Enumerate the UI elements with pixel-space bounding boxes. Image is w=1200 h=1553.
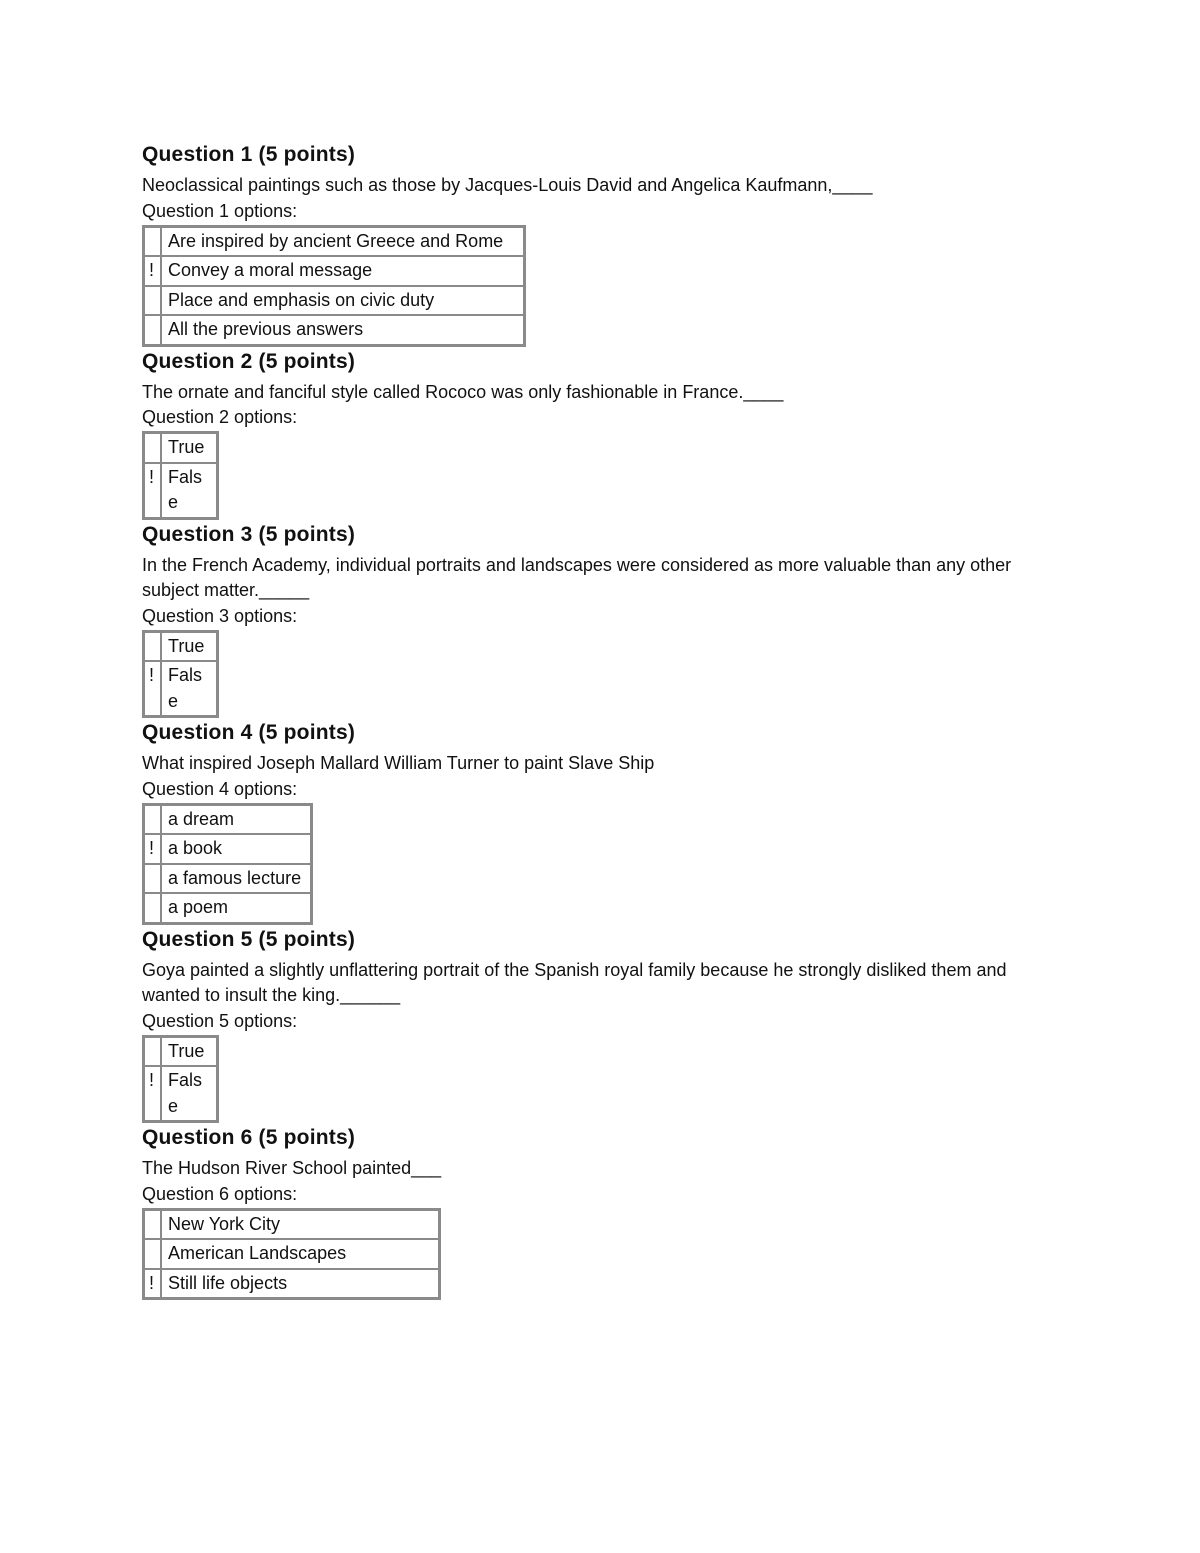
options-table <box>142 431 219 520</box>
option-row[interactable] <box>144 463 217 518</box>
option-marker <box>144 632 161 662</box>
option-row[interactable] <box>144 864 311 894</box>
option-label[interactable]: a book <box>161 834 311 864</box>
option-label[interactable]: False <box>161 1066 217 1121</box>
option-marker <box>144 227 161 257</box>
quiz-page <box>142 140 1082 1301</box>
option-row[interactable] <box>144 286 524 316</box>
question-2 <box>142 349 1082 520</box>
question-text: Neoclassical paintings such as those by Jacques-Louis David and Angelica Kaufmann,____ <box>142 175 873 195</box>
option-marker <box>144 315 161 345</box>
options-table <box>142 630 219 719</box>
option-row[interactable] <box>144 893 311 923</box>
option-label[interactable]: True <box>161 1037 217 1067</box>
question-text: Goya painted a slightly unflattering portrait of the Spanish royal family because he strongly disliked them and wanted to insult the king.______ <box>142 959 1007 1005</box>
option-marker: ! <box>144 1269 161 1299</box>
option-marker: ! <box>144 661 161 716</box>
option-marker: ! <box>144 834 161 864</box>
option-row[interactable] <box>144 1066 217 1121</box>
question-title: Question 5 (5 points) <box>142 927 356 951</box>
option-row[interactable] <box>144 1269 439 1299</box>
option-label[interactable]: False <box>161 661 217 716</box>
option-label[interactable]: Place and emphasis on civic duty <box>161 286 524 316</box>
options-table <box>142 1208 441 1301</box>
option-marker <box>144 1210 161 1240</box>
option-row[interactable] <box>144 315 524 345</box>
options-table <box>142 803 313 925</box>
option-marker <box>144 893 161 923</box>
option-marker <box>144 286 161 316</box>
option-row[interactable] <box>144 1239 439 1269</box>
options-label: Question 4 options: <box>142 778 298 799</box>
option-marker <box>144 433 161 463</box>
question-title: Question 4 (5 points) <box>142 721 356 744</box>
option-label[interactable]: American Landscapes <box>161 1239 439 1269</box>
option-row[interactable] <box>144 256 524 286</box>
question-1 <box>142 142 1082 347</box>
option-label[interactable]: Still life objects <box>161 1269 439 1299</box>
option-marker <box>144 805 161 835</box>
question-text: In the French Academy, individual portraits and landscapes were considered as more valuable than any other subject matter._____ <box>142 554 1012 600</box>
option-row[interactable] <box>144 661 217 716</box>
option-label[interactable]: False <box>161 463 217 518</box>
option-label[interactable]: Are inspired by ancient Greece and Rome <box>161 227 524 257</box>
question-title: Question 2 (5 points) <box>142 349 356 373</box>
option-row[interactable] <box>144 227 524 257</box>
question-4 <box>142 720 1082 925</box>
option-row[interactable] <box>144 433 217 463</box>
option-label[interactable]: True <box>161 433 217 463</box>
question-text: What inspired Joseph Mallard William Turner to paint Slave Ship <box>142 753 655 773</box>
option-marker <box>144 1037 161 1067</box>
options-label: Question 3 options: <box>142 605 298 626</box>
option-label[interactable]: New York City <box>161 1210 439 1240</box>
option-label[interactable]: a famous lecture <box>161 864 311 894</box>
options-table <box>142 225 526 347</box>
option-label[interactable]: Convey a moral message <box>161 256 524 286</box>
options-label: Question 1 options: <box>142 200 298 221</box>
question-6 <box>142 1125 1082 1300</box>
option-row[interactable] <box>144 1037 217 1067</box>
option-label[interactable]: All the previous answers <box>161 315 524 345</box>
option-marker: ! <box>144 463 161 518</box>
options-table <box>142 1035 219 1124</box>
option-marker: ! <box>144 256 161 286</box>
option-label[interactable]: a dream <box>161 805 311 835</box>
option-row[interactable] <box>144 632 217 662</box>
option-label[interactable]: True <box>161 632 217 662</box>
option-marker: ! <box>144 1066 161 1121</box>
option-label[interactable]: a poem <box>161 893 311 923</box>
question-text: The ornate and fanciful style called Rococo was only fashionable in France.____ <box>142 381 784 402</box>
option-row[interactable] <box>144 834 311 864</box>
option-row[interactable] <box>144 1210 439 1240</box>
question-title: Question 6 (5 points) <box>142 1126 356 1149</box>
option-marker <box>144 1239 161 1269</box>
options-label: Question 6 options: <box>142 1183 298 1204</box>
question-title: Question 3 (5 points) <box>142 522 356 546</box>
option-marker <box>144 864 161 894</box>
option-row[interactable] <box>144 805 311 835</box>
question-text: The Hudson River School painted___ <box>142 1158 442 1178</box>
question-title: Question 1 (5 points) <box>142 143 356 166</box>
question-3 <box>142 522 1082 719</box>
options-label: Question 5 options: <box>142 1010 298 1031</box>
question-5 <box>142 927 1082 1124</box>
options-label: Question 2 options: <box>142 407 298 427</box>
